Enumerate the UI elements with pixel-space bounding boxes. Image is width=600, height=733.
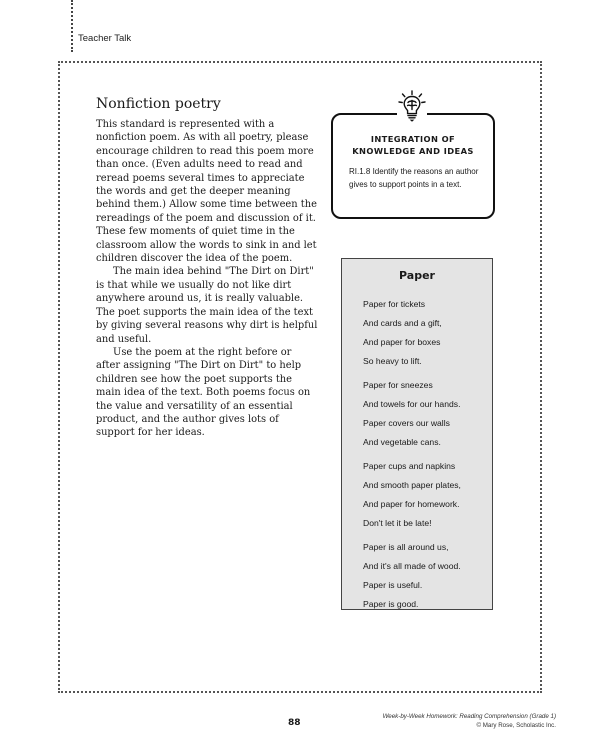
poem-line: Paper for sneezes [363,380,433,390]
poem-line: So heavy to lift. [363,356,422,366]
poem-line: And paper for homework. [363,499,460,509]
poem-line: Paper is useful. [363,580,423,590]
poem-line: And cards and a gift, [363,318,442,328]
poem-line: Paper covers our walls [363,418,450,428]
standard-heading-line: INTEGRATION OF [370,134,456,144]
poem-title: Paper [399,269,435,282]
poem-line: Paper is all around us, [363,542,449,552]
footer-credits [383,713,556,730]
poem-stanza [363,295,493,371]
standard-heading-line: KNOWLEDGE AND IDEAS [352,145,474,156]
standard-description: RI.1.8 Identify the reasons an author gives to support points in a text. [349,167,479,189]
poem-line: And towels for our hands. [363,399,461,409]
poem-text [363,295,493,619]
poem-stanza [363,538,493,614]
body-paragraph: The main idea behind "The Dirt on Dirt" is that while we usually do not like dirt anywhere around us, it is really valuable. The poet supports the main idea of the text by giving several reasons why dirt is helpful and useful. [96,266,318,345]
lesson-body [96,118,318,440]
page-number: 88 [288,718,301,728]
poem-line: Don't let it be late! [363,518,432,528]
body-paragraph: This standard is represented with a nonfiction poem. As with all poetry, please encourage children to read this poem more than once. (Even adults need to read and reread poems several times to appreciate the words and get the deeper meaning behind them.) Allow some time between the rereadings of the poem and discussion of it. These few moments of quiet time in the classroom allow the words to sink in and let children discover the idea of the poem. [96,119,317,265]
poem-line: And vegetable cans. [363,437,441,447]
poem-line: Paper is good. [363,599,419,609]
lesson-title: Nonfiction poetry [96,96,221,112]
poem-stanza [363,376,493,452]
top-dotted-rule [71,0,73,52]
body-paragraph: Use the poem at the right before or after assigning "The Dirt on Dirt" to help children see how the poet supports the main idea of the text. Both poems focus on the value and versatility of an essential product, and the author gives lots of support for her ideas. [96,346,311,439]
copyright-line: © Mary Rose, Scholastic Inc. [476,721,556,729]
lightbulb-brain-icon [397,90,427,122]
poem-line: And it's all made of wood. [363,561,461,571]
poem-line: Paper for tickets [363,299,426,309]
poem-line: And paper for boxes [363,337,441,347]
poem-line: And smooth paper plates, [363,480,461,490]
poem-line: Paper cups and napkins [363,461,456,471]
section-label: Teacher Talk [78,33,132,44]
standard-heading [331,134,495,157]
series-title: Week-by-Week Homework: Reading Comprehension (Grade 1) [382,713,556,720]
poem-stanza [363,457,493,533]
